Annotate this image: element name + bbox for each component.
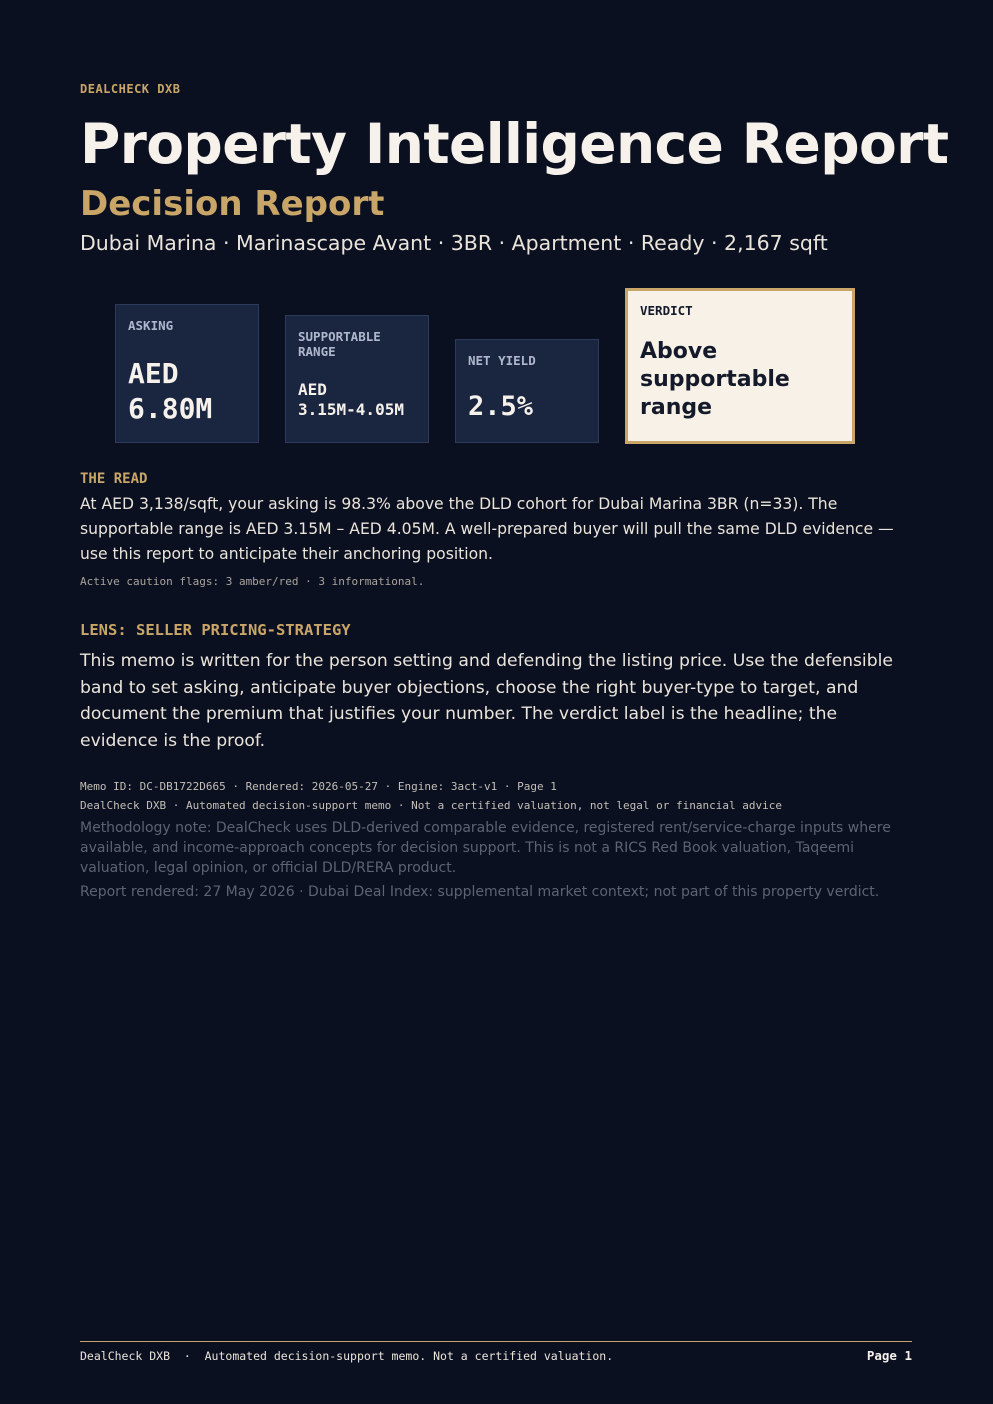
range-value: [298, 380, 416, 420]
range-value-currency: AED: [298, 380, 327, 399]
rendered-note: Report rendered: 27 May 2026 · Dubai Deal Index: supplemental market context; not part of this property verdict.: [80, 884, 880, 900]
verdict-value-line1: Above: [640, 339, 718, 364]
asking-value-amount: 6.80M: [128, 392, 213, 425]
lens-body: This memo is written for the person setting and defending the listing price. Use the defensible band to set asking, anticipate buyer objections, choose the right buyer-type to target, and document the premium that justifies your number. The verdict label is the headline; the evidence is the proof.: [80, 651, 893, 752]
footer-divider: [80, 1341, 912, 1342]
yield-value: 2.5%: [468, 391, 534, 422]
verdict-label: VERDICT: [640, 303, 693, 318]
report-page: [80, 0, 949, 1404]
verdict-value-line3: range: [640, 395, 713, 420]
report-title: Property Intelligence Report: [80, 112, 949, 176]
verdict-card: [625, 288, 855, 444]
property-summary: Dubai Marina · Marinascape Avant · 3BR · Apartment · Ready · 2,167 sqft: [80, 231, 828, 255]
memo-disclaimer: DealCheck DXB · Automated decision-support memo · Not a certified valuation, not legal or financial advice: [80, 799, 782, 812]
net-yield-card: [455, 339, 599, 443]
range-label-line2: RANGE: [298, 344, 336, 359]
yield-label: NET YIELD: [468, 353, 536, 368]
footer-page-number: Page 1: [866, 1348, 912, 1363]
supportable-range-card: [285, 315, 429, 443]
verdict-value-line2: supportable: [640, 367, 790, 392]
asking-value-currency: AED: [128, 357, 179, 390]
verdict-value: [640, 338, 840, 422]
caution-flags: Active caution flags: 3 amber/red · 3 informational.: [80, 575, 425, 588]
the-read-body: At AED 3,138/sqft, your asking is 98.3% above the DLD cohort for Dubai Marina 3BR (n=33). The supportable range is AED 3.15M – AED 4.05M. A well-prepared buyer will pull the same DLD evidence — use this report to anticipate their anchoring position.: [80, 495, 894, 563]
asking-label: ASKING: [128, 318, 174, 333]
asking-card: [115, 304, 259, 443]
lens-heading: LENS: SELLER PRICING-STRATEGY: [80, 621, 351, 639]
range-label-line1: SUPPORTABLE: [298, 329, 381, 344]
methodology-note: Methodology note: DealCheck uses DLD-derived comparable evidence, registered rent/service-charge inputs where available, and income-approach concepts for decision support. This is not a RICS Red Book valuation, Taqeemi valuation, legal opinion, or official DLD/RERA product.: [80, 820, 891, 876]
memo-id-line: Memo ID: DC-DB1722D665 · Rendered: 2026-05-27 · Engine: 3act-v1 · Page 1: [80, 780, 557, 793]
range-label: [298, 329, 416, 359]
asking-value: [128, 356, 246, 426]
footer-text: DealCheck DXB · Automated decision-support memo. Not a certified valuation.: [80, 1349, 614, 1363]
brand-label: DEALCHECK DXB: [80, 82, 181, 96]
report-subtitle: Decision Report: [80, 184, 385, 224]
the-read-heading: THE READ: [80, 471, 148, 487]
range-value-amount: 3.15M-4.05M: [298, 400, 404, 419]
